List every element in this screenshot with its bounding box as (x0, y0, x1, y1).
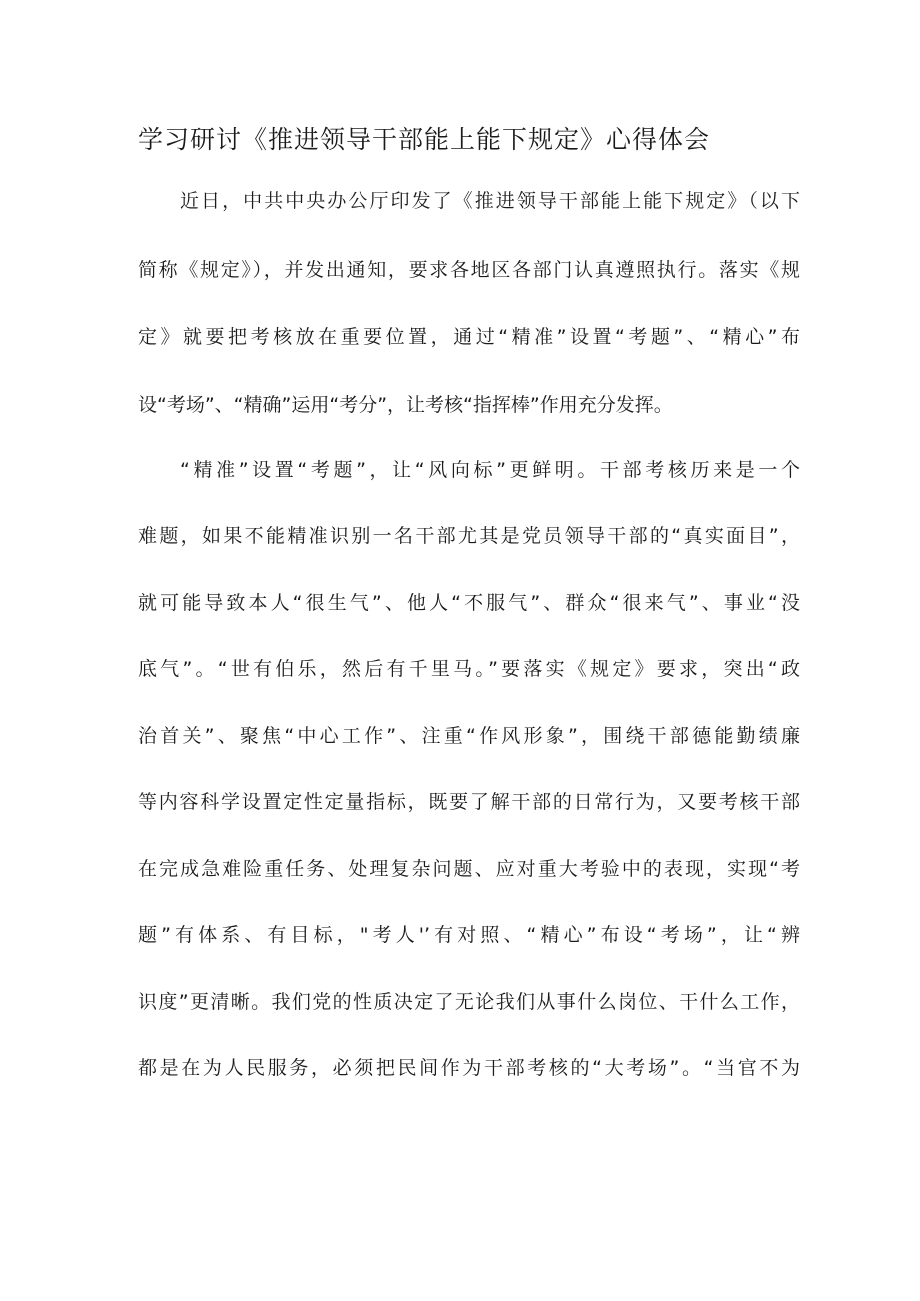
paragraph2-line-8: 题”有体系、有目标，"考人'’有对照、“精心”布设“考场”，让“辨 (138, 924, 800, 946)
paragraph2-line-6: 等内容科学设置定性定量指标，既要了解干部的日常行为，又要考核干部 (138, 791, 800, 813)
paragraph1-line-2: 简称《规定》），并发出通知，要求各地区各部门认真遵照执行。落实《规 (138, 259, 800, 281)
paragraph1-line-1: 近日，中共中央办公厅印发了《推进领导干部能上能下规定》（以下 (180, 190, 800, 212)
paragraph2-line-2: 难题，如果不能精准识别一名干部尤其是党员领导干部的“真实面目”， (138, 525, 800, 547)
paragraph2-line-3: 就可能导致本人“很生气”、他人“不服气”、群众“很来气”、事业“没 (138, 592, 800, 614)
document-title: 学习研讨《推进领导干部能上能下规定》心得体会 (138, 125, 711, 154)
paragraph2-line-10: 都是在为人民服务，必须把民间作为干部考核的“大考场”。“当官不为 (138, 1057, 800, 1079)
paragraph2-line-9: 识度”更清晰。我们党的性质决定了无论我们从事什么岗位、干什么工作， (138, 991, 800, 1013)
paragraph1-line-3: 定》就要把考核放在重要位置，通过“精准”设置“考题”、“精心”布 (138, 326, 800, 348)
paragraph1-line-4: 设“考场”、“精确”运用“考分”，让考核“指挥棒”作用充分发挥。 (138, 394, 673, 416)
paragraph2-line-1: “精准”设置“考题”，让“风向标”更鲜明。干部考核历来是一个 (180, 459, 800, 481)
paragraph2-line-4: 底气”。“世有伯乐，然后有千里马。”要落实《规定》要求，突出“政 (138, 658, 800, 680)
paragraph2-line-5: 治首关”、聚焦“中心工作”、注重“作风形象”，围绕干部德能勤绩廉 (138, 725, 800, 747)
paragraph2-line-7: 在完成急难险重任务、处理复杂问题、应对重大考验中的表现，实现“考 (138, 858, 800, 880)
